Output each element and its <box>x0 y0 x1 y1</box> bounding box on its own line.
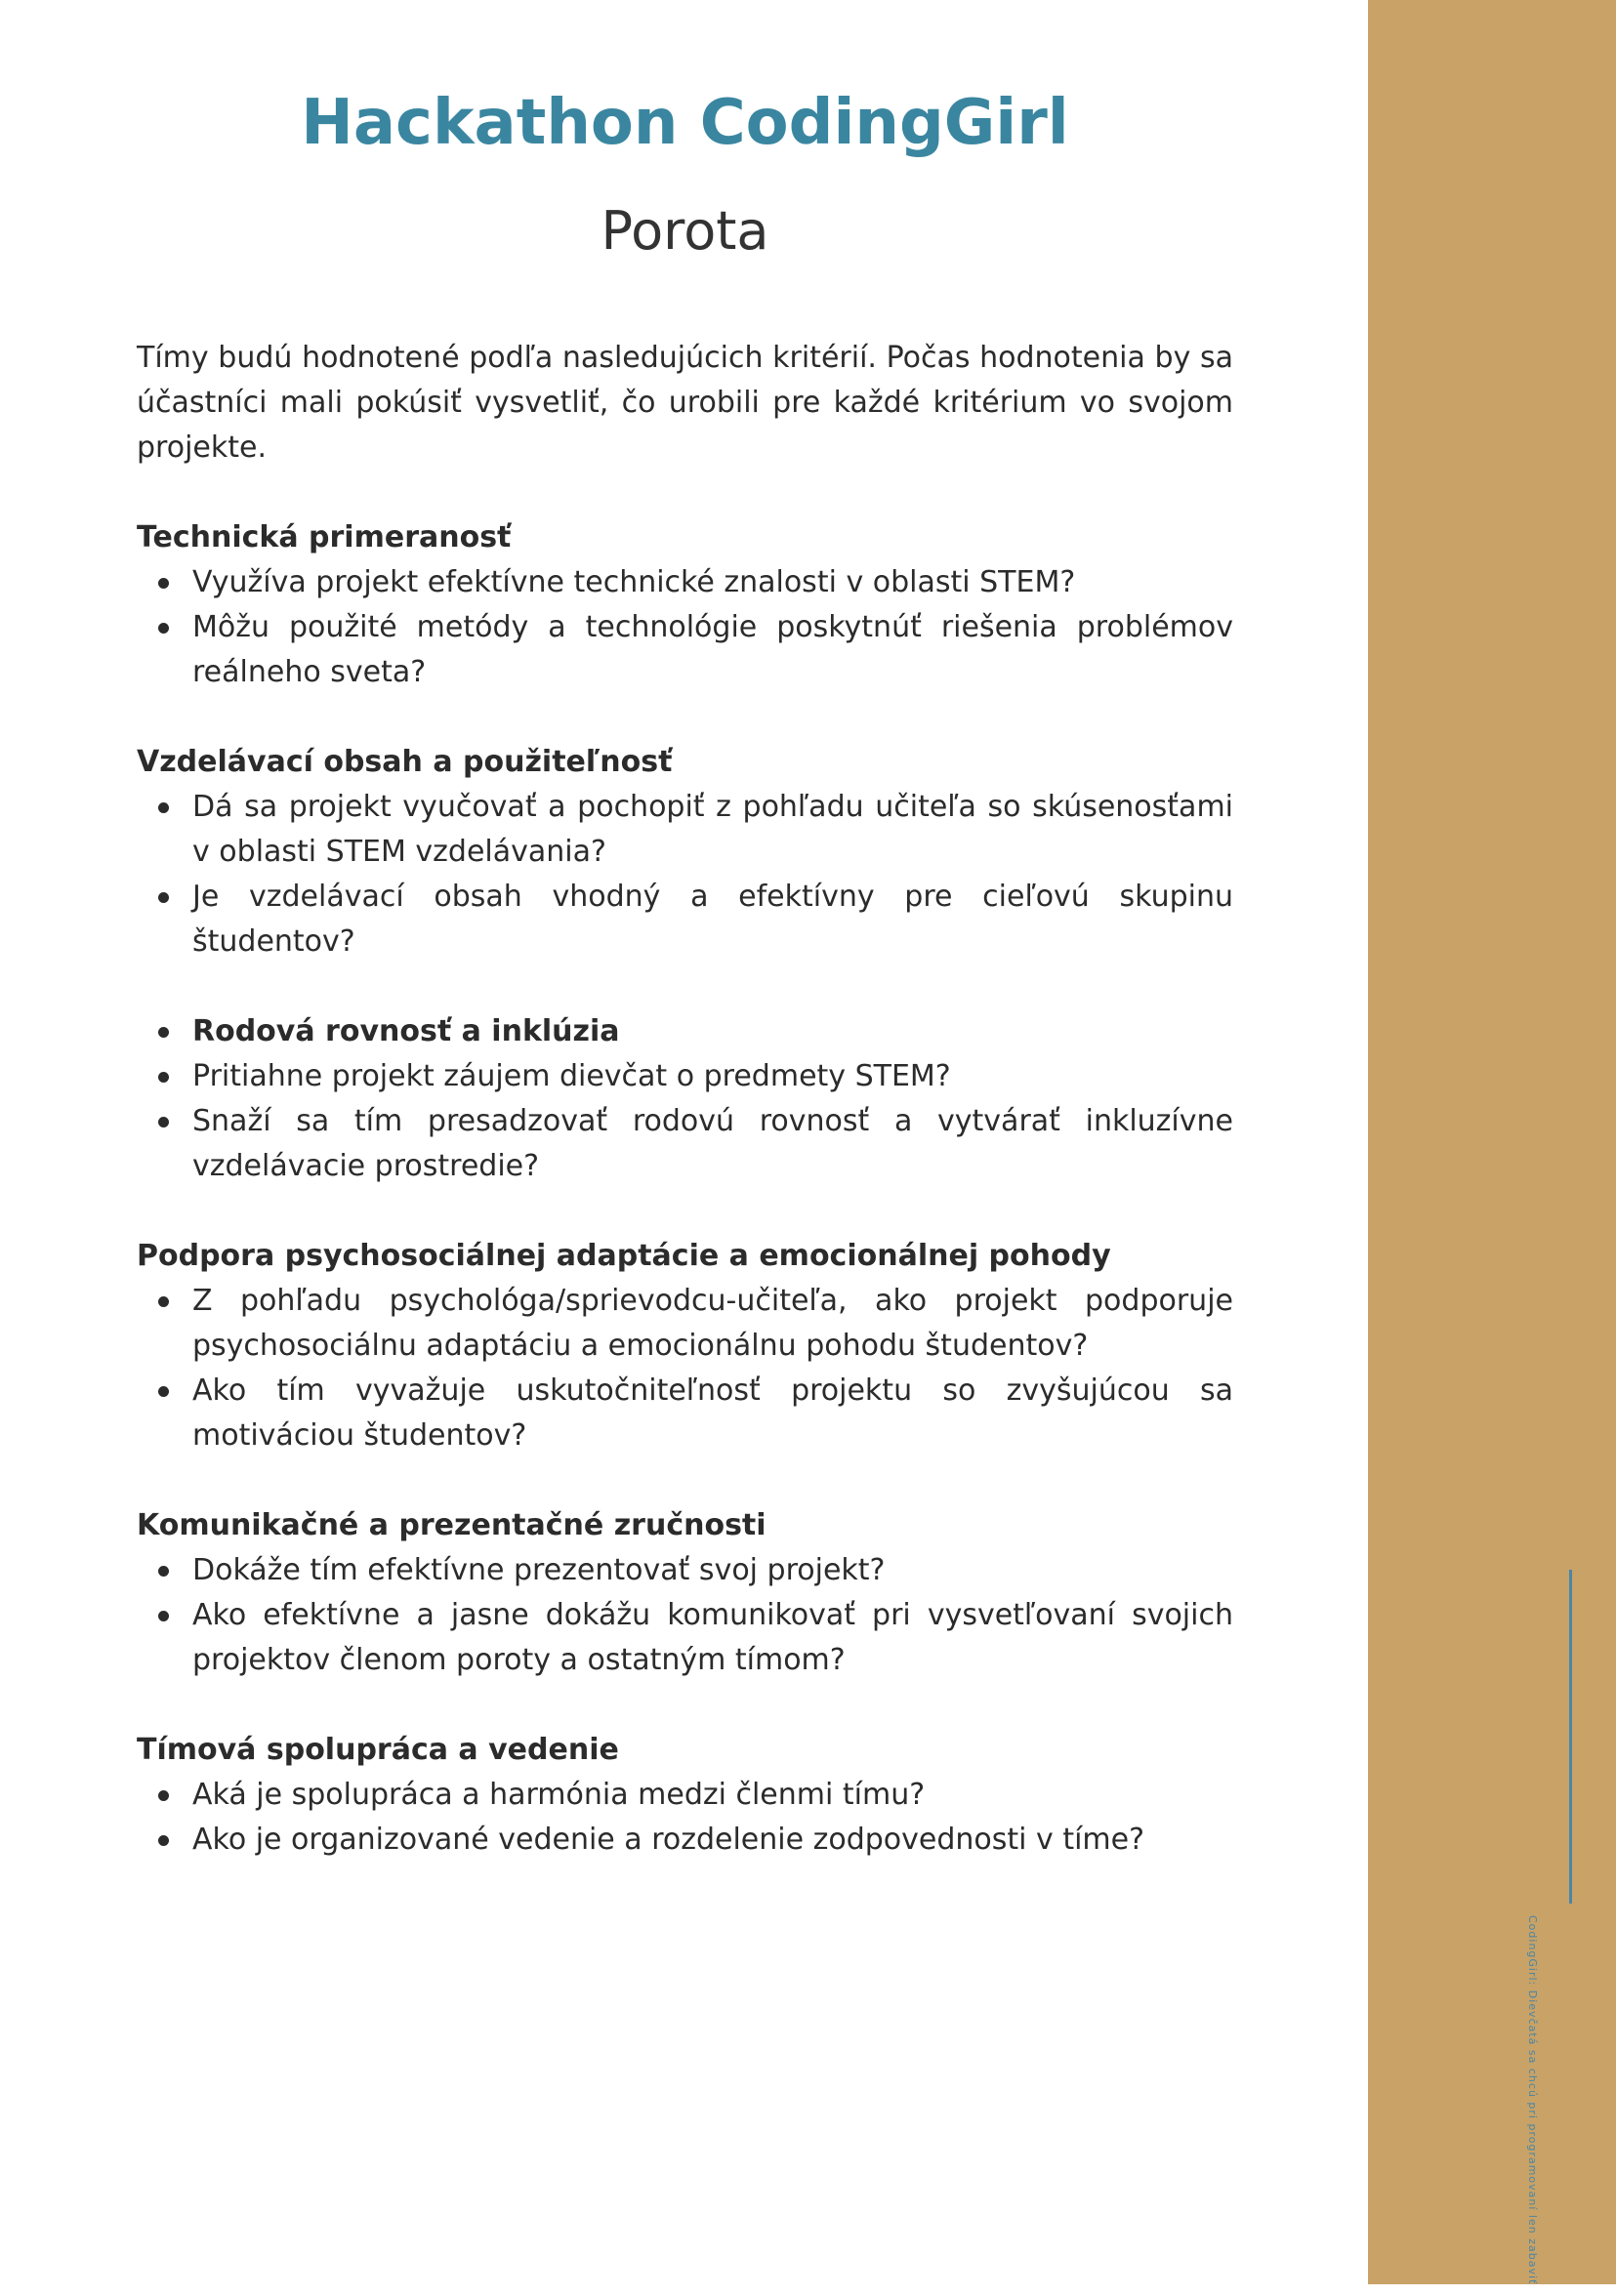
criteria-list <box>137 1773 1233 1863</box>
section-heading: Rodová rovnosť a inklúzia <box>137 1009 1233 1054</box>
sidebar-tagline: CodingGirl: Dievčatá sa chcú pri programovaní len zabaviť <box>1526 1915 1539 2285</box>
section-teamwork <box>137 1728 1233 1863</box>
list-item: Môžu použité metódy a technológie poskytnúť riešenia problémov reálneho sveta? <box>137 605 1233 695</box>
list-item: Aká je spolupráca a harmónia medzi členmi tímu? <box>137 1773 1233 1818</box>
section-heading: Komunikačné a prezentačné zručnosti <box>137 1508 767 1542</box>
section-gender-equality <box>137 1009 1233 1189</box>
list-item: Pritiahne projekt záujem dievčat o predmety STEM? <box>137 1054 1233 1099</box>
section-communication <box>137 1503 1233 1683</box>
list-item: Dá sa projekt vyučovať a pochopiť z pohľadu učiteľa so skúsenosťami v oblasti STEM vzdelávania? <box>137 785 1233 875</box>
list-item: Je vzdelávací obsah vhodný a efektívny pre cieľovú skupinu študentov? <box>137 875 1233 964</box>
list-item: Ako je organizované vedenie a rozdelenie zodpovednosti v tíme? <box>137 1818 1233 1863</box>
criteria-list <box>137 1279 1233 1458</box>
section-psychosocial <box>137 1234 1233 1458</box>
content <box>137 336 1233 1863</box>
list-item: Z pohľadu psychológa/sprievodcu-učiteľa, ako projekt podporuje psychosociálnu adaptáciu a emocionálnu pohodu študentov? <box>137 1279 1233 1369</box>
list-item: Ako tím vyvažuje uskutočniteľnosť projektu so zvyšujúcou sa motiváciou študentov? <box>137 1369 1233 1458</box>
section-heading: Tímová spolupráca a vedenie <box>137 1733 619 1767</box>
page-subtitle: Porota <box>601 200 769 262</box>
decorative-sidebar <box>1368 0 1616 2284</box>
page-title: Hackathon CodingGirl <box>301 87 1069 159</box>
criteria-list <box>137 1548 1233 1683</box>
list-item: Ako efektívne a jasne dokážu komunikovať pri vysvetľovaní svojich projektov členom poroty a ostatným tímom? <box>137 1593 1233 1683</box>
intro-paragraph: Tímy budú hodnotené podľa nasledujúcich kritérií. Počas hodnotenia by sa účastníci mali pokúsiť vysvetliť, čo urobili pre každé kritérium vo svojom projekte. <box>137 341 1233 465</box>
section-education <box>137 740 1233 964</box>
section-heading: Technická primeranosť <box>137 520 512 554</box>
list-item: Snaží sa tím presadzovať rodovú rovnosť a vytvárať inkluzívne vzdelávacie prostredie? <box>137 1099 1233 1189</box>
criteria-list <box>137 785 1233 964</box>
list-item: Dokáže tím efektívne prezentovať svoj projekt? <box>137 1548 1233 1593</box>
section-heading: Podpora psychosociálnej adaptácie a emocionálnej pohody <box>137 1239 1111 1273</box>
list-item: Využíva projekt efektívne technické znalosti v oblasti STEM? <box>137 560 1233 605</box>
section-heading: Vzdelávací obsah a použiteľnosť <box>137 745 673 779</box>
criteria-list <box>137 560 1233 695</box>
sidebar-accent-line <box>1569 1570 1572 1904</box>
criteria-list <box>137 1009 1233 1189</box>
section-technical <box>137 515 1233 695</box>
